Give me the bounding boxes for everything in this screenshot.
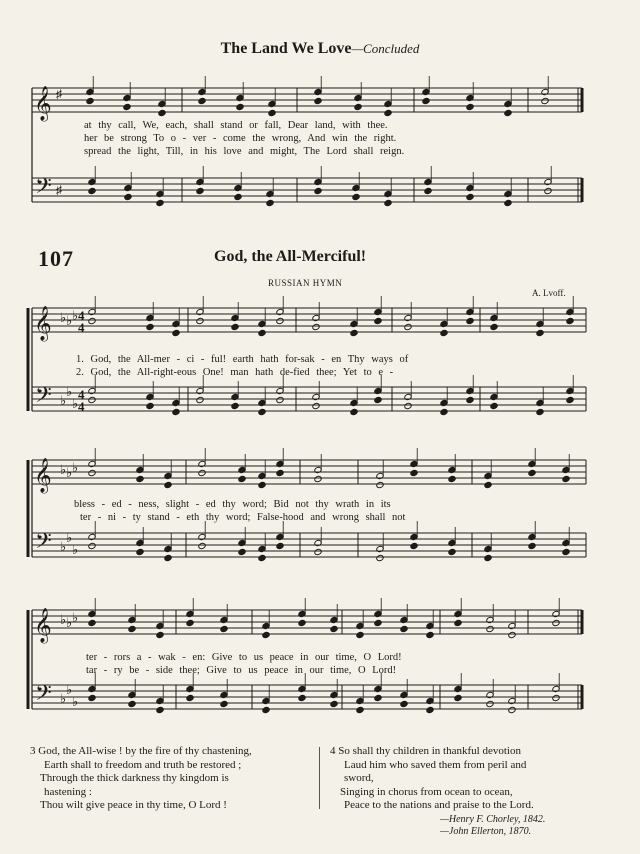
note-head [146, 402, 154, 409]
stanza-3-line: Thou wilt give peace in thy time, O Lord ! [40, 799, 227, 811]
note-head [258, 554, 266, 561]
note-head [236, 103, 244, 110]
note-head [88, 469, 96, 476]
time-signature: 4 [78, 320, 85, 335]
note-head [440, 408, 448, 415]
note-head [528, 542, 536, 549]
note-head [374, 396, 382, 403]
note-head [258, 408, 266, 415]
note-head [88, 694, 96, 701]
note-head [186, 619, 194, 626]
stanza-4-line: Singing in chorus from ocean to ocean, [340, 785, 513, 798]
flat-icon: ♭ [60, 462, 67, 477]
flat-icon: ♭ [66, 313, 73, 328]
note-head [541, 97, 549, 104]
system1-lyric-verse2: 2. God, the All-right-eous One! man hath de-fied thee; Yet to e - [76, 367, 394, 378]
note-head [350, 408, 358, 415]
flat-icon: ♭ [72, 542, 79, 557]
note-head [330, 700, 338, 707]
flat-icon: ♭ [60, 310, 67, 325]
note-head [172, 329, 180, 336]
note-head [330, 625, 338, 632]
note-head [384, 109, 392, 116]
note-head [196, 317, 204, 324]
note-head [156, 199, 164, 206]
credit-line: —Henry F. Chorley, 1842. [440, 814, 546, 825]
note-head [146, 323, 154, 330]
stanza-4-line: Laud him who saved them from peril and [344, 758, 527, 771]
stanza-3-line: 3 God, the All-wise ! by the fire of thy chastening, [30, 745, 252, 757]
flat-icon: ♭ [60, 539, 67, 554]
flat-icon: ♭ [60, 612, 67, 627]
note-head [314, 475, 322, 482]
note-head [562, 548, 570, 555]
note-head [454, 619, 462, 626]
note-head [266, 199, 274, 206]
note-head [314, 97, 322, 104]
note-head [262, 706, 270, 713]
note-head [164, 481, 172, 488]
system1-lyric-verse1: 1. God, the All-mer - ci - ful! earth hath for-sak - en Thy ways of [76, 354, 409, 365]
note-head [234, 193, 242, 200]
stanza-4-line: Peace to the nations and praise to the Lord. [344, 799, 534, 811]
flat-icon: ♭ [72, 610, 79, 625]
note-head [158, 109, 166, 116]
stanza-3-line: Earth shall to freedom and truth be restored ; [44, 758, 242, 771]
note-head [552, 619, 560, 626]
note-head [128, 700, 136, 707]
note-head [404, 402, 412, 409]
hymn-title: God, the All-Merciful! [214, 248, 367, 265]
flat-icon: ♭ [60, 393, 67, 408]
bass-clef-icon: 𝄢 [35, 383, 52, 413]
note-head [426, 631, 434, 638]
note-head [424, 187, 432, 194]
note-head [258, 329, 266, 336]
note-head [400, 700, 408, 707]
note-head [508, 631, 516, 638]
note-head [490, 323, 498, 330]
note-head [504, 109, 512, 116]
continued-title-main: The Land We Love [220, 40, 352, 57]
flat-icon: ♭ [72, 308, 79, 323]
note-head [454, 694, 462, 701]
note-head [374, 694, 382, 701]
note-head [376, 554, 384, 561]
note-head [164, 554, 172, 561]
note-head [86, 97, 94, 104]
continued-lyric-line-3: spread the light, Till, in his love and might, The Lord shall reign. [84, 146, 405, 157]
note-head [124, 193, 132, 200]
note-head [88, 317, 96, 324]
note-head [198, 97, 206, 104]
sharp-icon: ♯ [56, 183, 62, 197]
note-head [448, 475, 456, 482]
note-head [374, 317, 382, 324]
note-head [88, 187, 96, 194]
note-head [466, 103, 474, 110]
time-signature: 4 [78, 399, 85, 414]
bass-clef-icon: 𝄢 [35, 174, 52, 204]
note-head [448, 548, 456, 555]
hymn-number: 107 [38, 246, 74, 271]
note-head [566, 396, 574, 403]
note-head [186, 694, 194, 701]
note-head [276, 542, 284, 549]
note-head [88, 396, 96, 403]
continued-title-suffix: —Concluded [351, 41, 420, 56]
note-head [410, 469, 418, 476]
note-head [276, 317, 284, 324]
note-head [123, 103, 131, 110]
bass-clef-icon: 𝄢 [35, 529, 52, 559]
note-head [276, 469, 284, 476]
note-head [484, 481, 492, 488]
note-head [298, 694, 306, 701]
tune-name: RUSSIAN HYMN [268, 278, 343, 288]
note-head [410, 542, 418, 549]
stanza-3-line: Through the thick darkness thy kingdom is [40, 772, 229, 784]
note-head [528, 469, 536, 476]
treble-clef-icon: 𝄞 [34, 608, 52, 643]
note-head [404, 323, 412, 330]
note-head [566, 317, 574, 324]
flat-icon: ♭ [66, 465, 73, 480]
time-signature: 4 [78, 387, 85, 402]
flat-icon: ♭ [66, 530, 73, 545]
note-head [484, 554, 492, 561]
note-head [486, 700, 494, 707]
flat-icon: ♭ [66, 384, 73, 399]
note-head [466, 396, 474, 403]
continued-lyric-line-2: her be strong To o - ver - come the wrong, And win the right. [84, 133, 397, 144]
note-head [198, 469, 206, 476]
note-head [276, 396, 284, 403]
note-head [350, 329, 358, 336]
note-head [88, 542, 96, 549]
stanza-4 [330, 745, 615, 813]
flat-icon: ♭ [72, 460, 79, 475]
note-head [196, 396, 204, 403]
note-head [156, 706, 164, 713]
system2-lyric-verse2: ter - ni - ty stand - eth thy word; False-hood and wrong shall not [80, 512, 406, 523]
note-head [298, 619, 306, 626]
note-head [356, 706, 364, 713]
note-head [354, 103, 362, 110]
sharp-icon: ♯ [56, 87, 62, 101]
note-head [172, 408, 180, 415]
note-head [356, 631, 364, 638]
note-head [88, 619, 96, 626]
flat-icon: ♭ [66, 615, 73, 630]
note-head [128, 625, 136, 632]
note-head [198, 542, 206, 549]
system3-lyric-verse1: ter - rors a - wak - en: Give to us peace in our time, O Lord! [86, 652, 402, 663]
flat-icon: ♭ [60, 691, 67, 706]
note-head [156, 631, 164, 638]
note-head [426, 706, 434, 713]
note-head [422, 97, 430, 104]
flat-icon: ♭ [72, 396, 79, 411]
note-head [262, 631, 270, 638]
note-head [136, 548, 144, 555]
stanza-4-line: sword, [344, 772, 374, 784]
note-head [238, 548, 246, 555]
note-head [136, 475, 144, 482]
composer-credit: A. Lvoff. [532, 288, 566, 298]
note-head [486, 625, 494, 632]
note-head [466, 317, 474, 324]
note-head [544, 187, 552, 194]
stanza-3 [30, 745, 312, 813]
note-head [220, 700, 228, 707]
note-head [238, 475, 246, 482]
note-head [220, 625, 228, 632]
note-head [374, 619, 382, 626]
note-head [400, 625, 408, 632]
continued-lyric-line-1: at thy call, We, each, shall stand or fall, Dear land, with thee. [84, 120, 388, 131]
note-head [312, 323, 320, 330]
note-head [384, 199, 392, 206]
note-head [552, 694, 560, 701]
note-head [196, 187, 204, 194]
note-head [440, 329, 448, 336]
note-head [504, 199, 512, 206]
bass-clef-icon: 𝄢 [35, 681, 52, 711]
stanza-4-line: 4 So shall thy children in thankful devotion [330, 745, 521, 757]
note-head [466, 193, 474, 200]
note-head [231, 323, 239, 330]
note-head [536, 329, 544, 336]
note-head [314, 187, 322, 194]
treble-clef-icon: 𝄞 [34, 86, 52, 121]
note-head [268, 109, 276, 116]
treble-clef-icon: 𝄞 [34, 306, 52, 341]
note-head [562, 475, 570, 482]
note-head [508, 706, 516, 713]
flat-icon: ♭ [72, 694, 79, 709]
note-head [352, 193, 360, 200]
note-head [376, 481, 384, 488]
stanza-3-line: hastening : [44, 785, 92, 798]
credit-line: —John Ellerton, 1870. [440, 826, 532, 837]
note-head [312, 402, 320, 409]
treble-clef-icon: 𝄞 [34, 458, 52, 493]
system2-lyric-verse1: bless - ed - ness, slight - ed thy word; Bid not thy wrath in its [74, 499, 391, 510]
system3-lyric-verse2: tar - ry be - side thee; Give to us peace in our time, O Lord! [86, 665, 397, 676]
note-head [231, 402, 239, 409]
time-signature: 4 [78, 308, 85, 323]
stanza-divider [319, 747, 320, 809]
flat-icon: ♭ [66, 682, 73, 697]
note-head [314, 548, 322, 555]
author-credits [440, 814, 545, 838]
note-head [490, 402, 498, 409]
note-head [258, 481, 266, 488]
note-head [536, 408, 544, 415]
